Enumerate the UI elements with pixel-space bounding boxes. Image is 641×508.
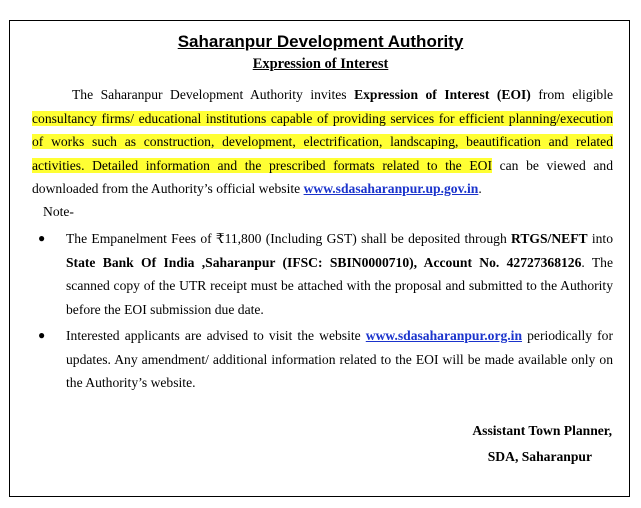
highlighted-text: consultancy firms/ educational institutions capable of providing services for efficient planning/execution of works such as construction, development, electrification, landscaping, beautification and related activities. Detailed information and the prescribed formats related to the EOI [32,110,613,173]
note-label: Note- [43,204,74,219]
b1-text-b: into [587,231,614,246]
signature-block [472,418,612,470]
intro-text-c: can be viewed and downloaded from the Authority’s official website [32,157,614,196]
intro-paragraph [32,83,613,201]
signature-org: SDA, Saharanpur [487,449,592,464]
page-subtitle: Expression of Interest [252,56,389,72]
b1-bold-rtgs: RTGS/NEFT [511,231,588,246]
website-link-org[interactable]: www.sdasaharanpur.org.in [365,328,523,343]
website-link-gov[interactable]: www.sdasaharanpur.up.gov.in [303,181,479,196]
list-item [32,227,613,321]
intro-text-a: The Saharanpur Development Authority invites [72,87,355,102]
signature-title: Assistant Town Planner, [472,423,612,438]
b1-text-c: . The scanned copy of the UTR receipt must be attached with the proposal and submitted to the Authority before the EOI submission due date. [66,254,613,317]
b2-text-a: Interested applicants are advised to visit the website [66,328,366,343]
eoi-bold: Expression of Interest (EOI) [354,87,531,102]
b1-text-a: The Empanelment Fees of ₹11,800 (Including GST) shall be deposited through [66,231,512,246]
intro-text-b: from eligible [530,87,614,102]
note-list [32,227,613,398]
page-title: Saharanpur Development Authority [177,32,464,51]
bullet-icon: ● [38,231,46,245]
b2-text-b: periodically for updates. Any amendment/ additional information related to the EOI will be made available only on the Authority’s website. [66,328,613,390]
bullet-icon: ● [38,328,46,342]
b1-bold-bank: State Bank Of India ,Saharanpur (IFSC: SBIN0000710), Account No. 42727368126 [66,254,582,270]
intro-text-end: . [478,181,482,196]
list-item [32,324,613,395]
